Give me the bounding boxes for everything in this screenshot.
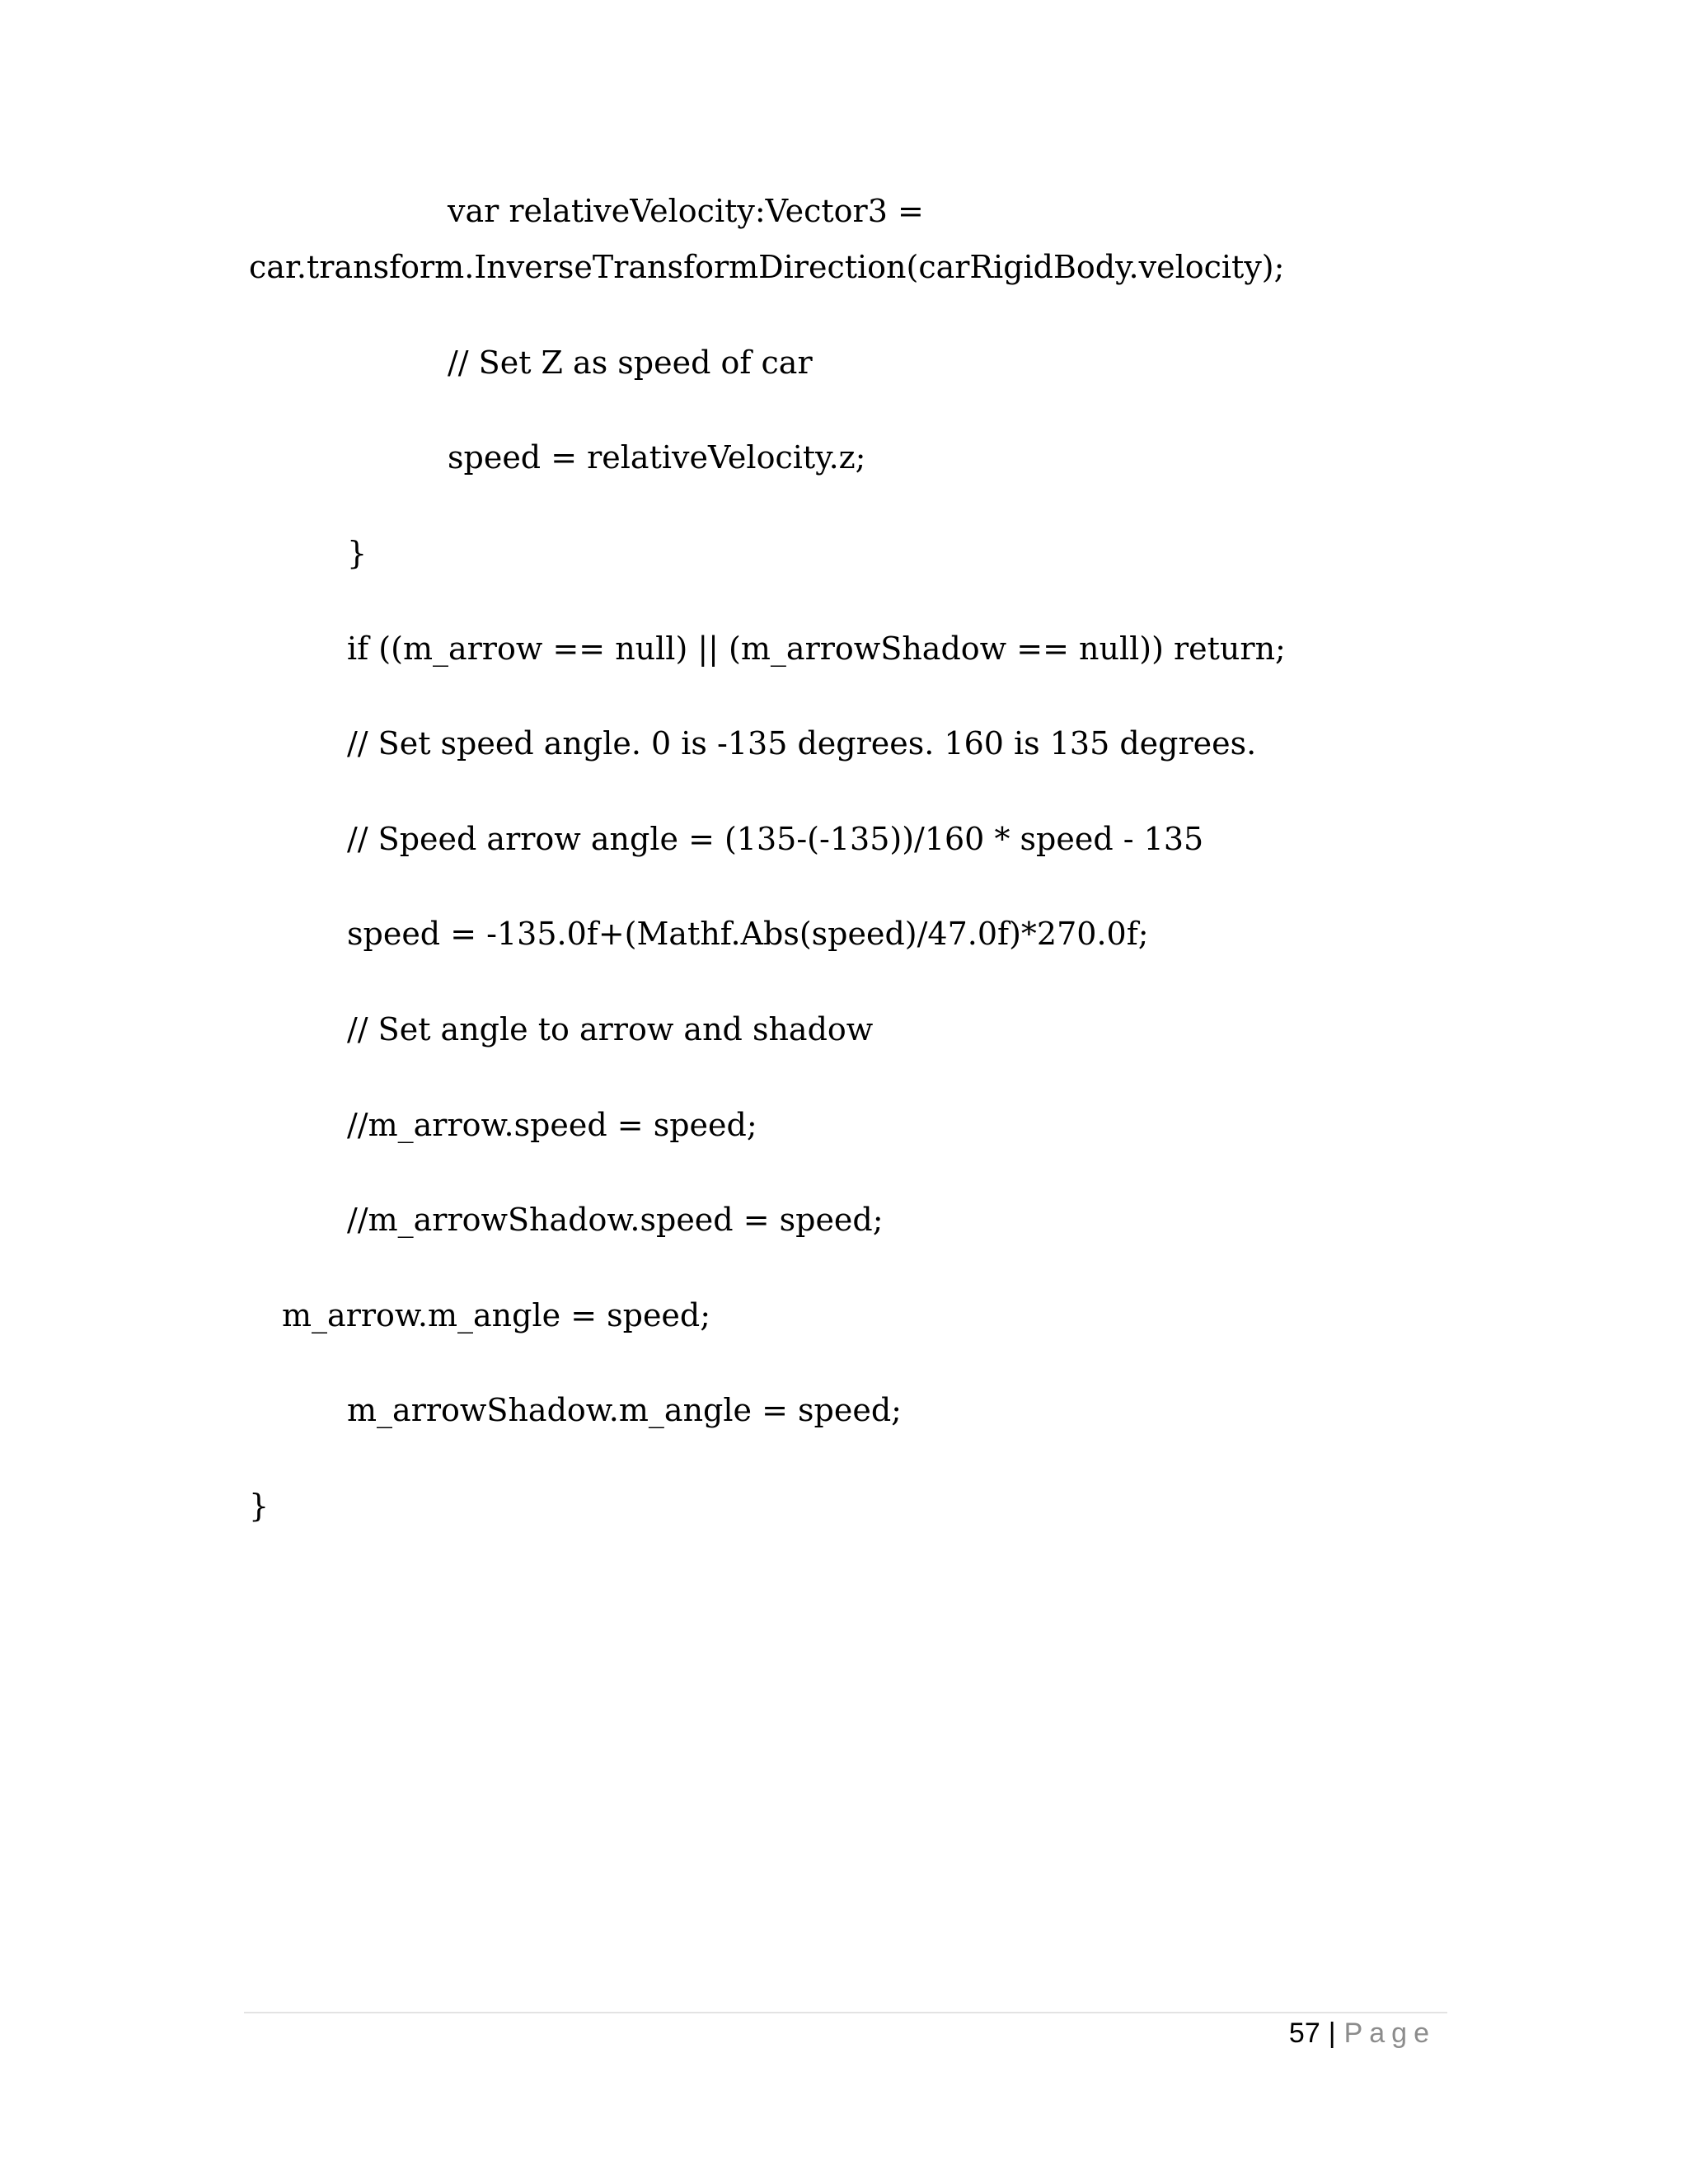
code-line: } xyxy=(249,1488,270,1524)
code-line: m_arrow.m_angle = speed; xyxy=(282,1297,711,1333)
code-line: //m_arrow.speed = speed; xyxy=(347,1107,757,1143)
code-line: // Set Z as speed of car xyxy=(448,344,813,381)
code-line: //m_arrowShadow.speed = speed; xyxy=(347,1202,884,1238)
code-line: m_arrowShadow.m_angle = speed; xyxy=(347,1392,902,1428)
footer-divider xyxy=(244,2012,1447,2013)
code-line: // Set angle to arrow and shadow xyxy=(347,1011,874,1047)
footer-separator: | xyxy=(1328,2018,1336,2049)
code-line: // Speed arrow angle = (135-(-135))/160 * speed - 135 xyxy=(347,821,1204,857)
code-line: car.transform.InverseTransformDirection(carRigidBody.velocity); xyxy=(249,249,1285,285)
code-line: speed = relativeVelocity.z; xyxy=(448,439,866,476)
page-footer xyxy=(1289,2015,1436,2051)
code-line: if ((m_arrow == null) || (m_arrowShadow == null)) return; xyxy=(347,630,1286,667)
page-label: Page xyxy=(1343,2018,1436,2049)
code-line: speed = -135.0f+(Mathf.Abs(speed)/47.0f)*270.0f; xyxy=(347,916,1149,952)
code-line: var relativeVelocity:Vector3 = xyxy=(448,193,924,229)
code-line: // Set speed angle. 0 is -135 degrees. 160 is 135 degrees. xyxy=(347,725,1257,762)
page-number: 57 xyxy=(1288,2018,1320,2049)
code-line: } xyxy=(347,535,368,571)
